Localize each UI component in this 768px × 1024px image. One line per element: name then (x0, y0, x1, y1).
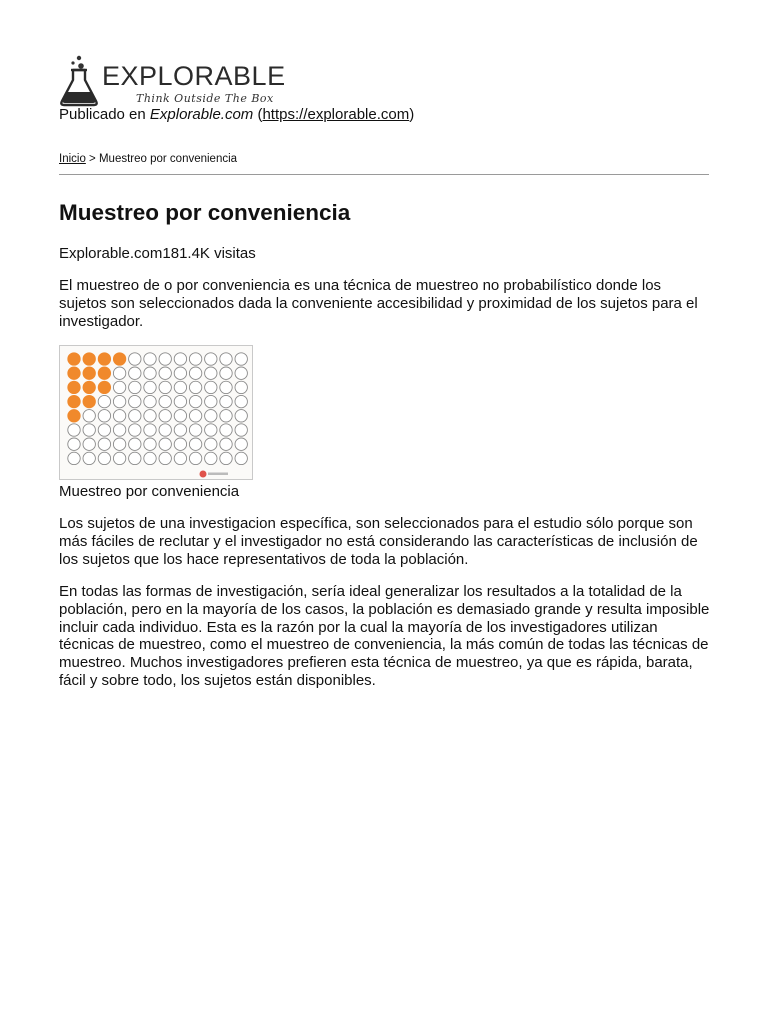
published-prefix: Publicado en (59, 106, 146, 123)
population-dot (129, 367, 141, 379)
population-dot (235, 452, 247, 464)
population-dot (205, 353, 217, 365)
population-dot (113, 395, 125, 407)
breadcrumb (59, 152, 237, 166)
population-dot (189, 381, 201, 393)
population-dot (113, 438, 125, 450)
population-dot (98, 410, 110, 422)
selected-subject-dot (83, 395, 95, 407)
population-dot (174, 353, 186, 365)
population-dot (189, 395, 201, 407)
population-dot (113, 424, 125, 436)
logo-wordmark: EXPLORABLE (102, 61, 286, 91)
population-dot (83, 424, 95, 436)
breadcrumb-separator: > (85, 153, 99, 165)
population-dot (68, 452, 80, 464)
explorable-logo[interactable] (58, 54, 286, 110)
population-dot (220, 353, 232, 365)
population-dot (144, 452, 156, 464)
population-dot (174, 367, 186, 379)
selected-subject-dot (68, 410, 80, 422)
population-dot (205, 367, 217, 379)
population-dot (129, 424, 141, 436)
selected-subject-dot (98, 353, 110, 365)
population-dot (235, 353, 247, 365)
population-dot (205, 381, 217, 393)
article-meta: Explorable.com181.4K visitas (59, 245, 256, 262)
sampling-figure (59, 345, 253, 480)
population-dot (189, 452, 201, 464)
logo-tagline: Think Outside The Box (136, 92, 274, 105)
selected-subject-dot (68, 381, 80, 393)
figure-caption: Muestreo por conveniencia (59, 483, 240, 500)
breadcrumb-current: Muestreo por conveniencia (98, 153, 238, 165)
site-name: Explorable.com (149, 106, 254, 123)
population-dot (144, 353, 156, 365)
population-dot (235, 381, 247, 393)
population-dot (205, 424, 217, 436)
population-dot (98, 395, 110, 407)
header-divider (59, 174, 709, 175)
population-dot (159, 452, 171, 464)
population-dot (235, 410, 247, 422)
selected-subject-dot (68, 353, 80, 365)
selected-subject-dot (68, 367, 80, 379)
population-dot (189, 410, 201, 422)
population-dot (159, 353, 171, 365)
population-dot (144, 410, 156, 422)
population-dot (220, 395, 232, 407)
population-dot (144, 424, 156, 436)
population-dot (189, 353, 201, 365)
population-dot (189, 438, 201, 450)
population-dot (159, 395, 171, 407)
population-dot (235, 367, 247, 379)
population-dot (174, 452, 186, 464)
selected-subject-dot (68, 395, 80, 407)
population-dot (144, 395, 156, 407)
population-dot (159, 438, 171, 450)
population-dot (68, 424, 80, 436)
population-dot (129, 452, 141, 464)
selected-subject-dot (83, 367, 95, 379)
population-dot (98, 452, 110, 464)
population-dot (205, 410, 217, 422)
population-dot (189, 424, 201, 436)
population-dot (159, 381, 171, 393)
selected-subject-dot (113, 353, 125, 365)
population-dot (174, 410, 186, 422)
population-dot (220, 410, 232, 422)
population-dot (220, 438, 232, 450)
population-dot (189, 367, 201, 379)
population-dot (205, 395, 217, 407)
population-dot (83, 410, 95, 422)
population-dot (174, 381, 186, 393)
paragraph-3: En todas las formas de investigación, sería ideal generalizar los resultados a la totalidad de la población, pero en la mayoría de los casos, la población es demasiado grande y resulta imposible incluir cada individuo. Esta es la razón por la cual la mayoría de los investigadores utilizan técnicas de muestreo, como el muestreo de conveniencia, la más común de todas las técnicas de muestreo. Muchos investigadores prefieren esta técnica de muestreo, ya que es rápida, barata, fácil y sobre todo, los sujetos están disponibles. (59, 583, 710, 689)
population-dot (174, 438, 186, 450)
population-dot (235, 395, 247, 407)
breadcrumb-home-link[interactable]: Inicio (59, 153, 86, 165)
selected-subject-dot (98, 381, 110, 393)
selected-subject-dot (83, 353, 95, 365)
population-dot (129, 381, 141, 393)
population-dot (235, 424, 247, 436)
population-dot (98, 438, 110, 450)
population-dot (144, 367, 156, 379)
population-dot (205, 452, 217, 464)
population-dot (159, 367, 171, 379)
population-dot (113, 367, 125, 379)
paragraph-2: Los sujetos de una investigacion específica, son seleccionados para el estudio sólo porque son más fáciles de reclutar y el investigador no está considerando las características de inclusión de los sujetos que los hace representativos de toda la población. (59, 515, 698, 568)
population-dot (68, 438, 80, 450)
watermark-mark (200, 471, 207, 478)
flask-icon (58, 54, 102, 110)
population-dot (220, 452, 232, 464)
population-dot (129, 438, 141, 450)
sampling-grid (60, 346, 252, 479)
population-dot (205, 438, 217, 450)
population-dot (113, 452, 125, 464)
population-dot (220, 367, 232, 379)
intro-paragraph: El muestreo de o por conveniencia es una técnica de muestreo no probabilístico donde los sujetos son seleccionados dada la conveniente accesibilidad y proximidad de los sujetos para el investigador. (59, 277, 698, 330)
population-dot (220, 424, 232, 436)
watermark-text-mark (208, 473, 228, 476)
site-url-link[interactable]: https://explorable.com (262, 106, 410, 123)
close-paren: ) (409, 106, 415, 123)
population-dot (98, 424, 110, 436)
population-dot (159, 424, 171, 436)
population-dot (113, 381, 125, 393)
population-dot (129, 353, 141, 365)
population-dot (174, 424, 186, 436)
population-dot (235, 438, 247, 450)
population-dot (144, 438, 156, 450)
population-dot (129, 395, 141, 407)
selected-subject-dot (83, 381, 95, 393)
population-dot (83, 438, 95, 450)
population-dot (83, 452, 95, 464)
page-title: Muestreo por conveniencia (59, 200, 351, 225)
population-dot (129, 410, 141, 422)
population-dot (174, 395, 186, 407)
published-line (59, 106, 414, 124)
population-dot (220, 381, 232, 393)
selected-subject-dot (98, 367, 110, 379)
population-dot (113, 410, 125, 422)
population-dot (144, 381, 156, 393)
open-paren: ( (253, 106, 263, 123)
population-dot (159, 410, 171, 422)
